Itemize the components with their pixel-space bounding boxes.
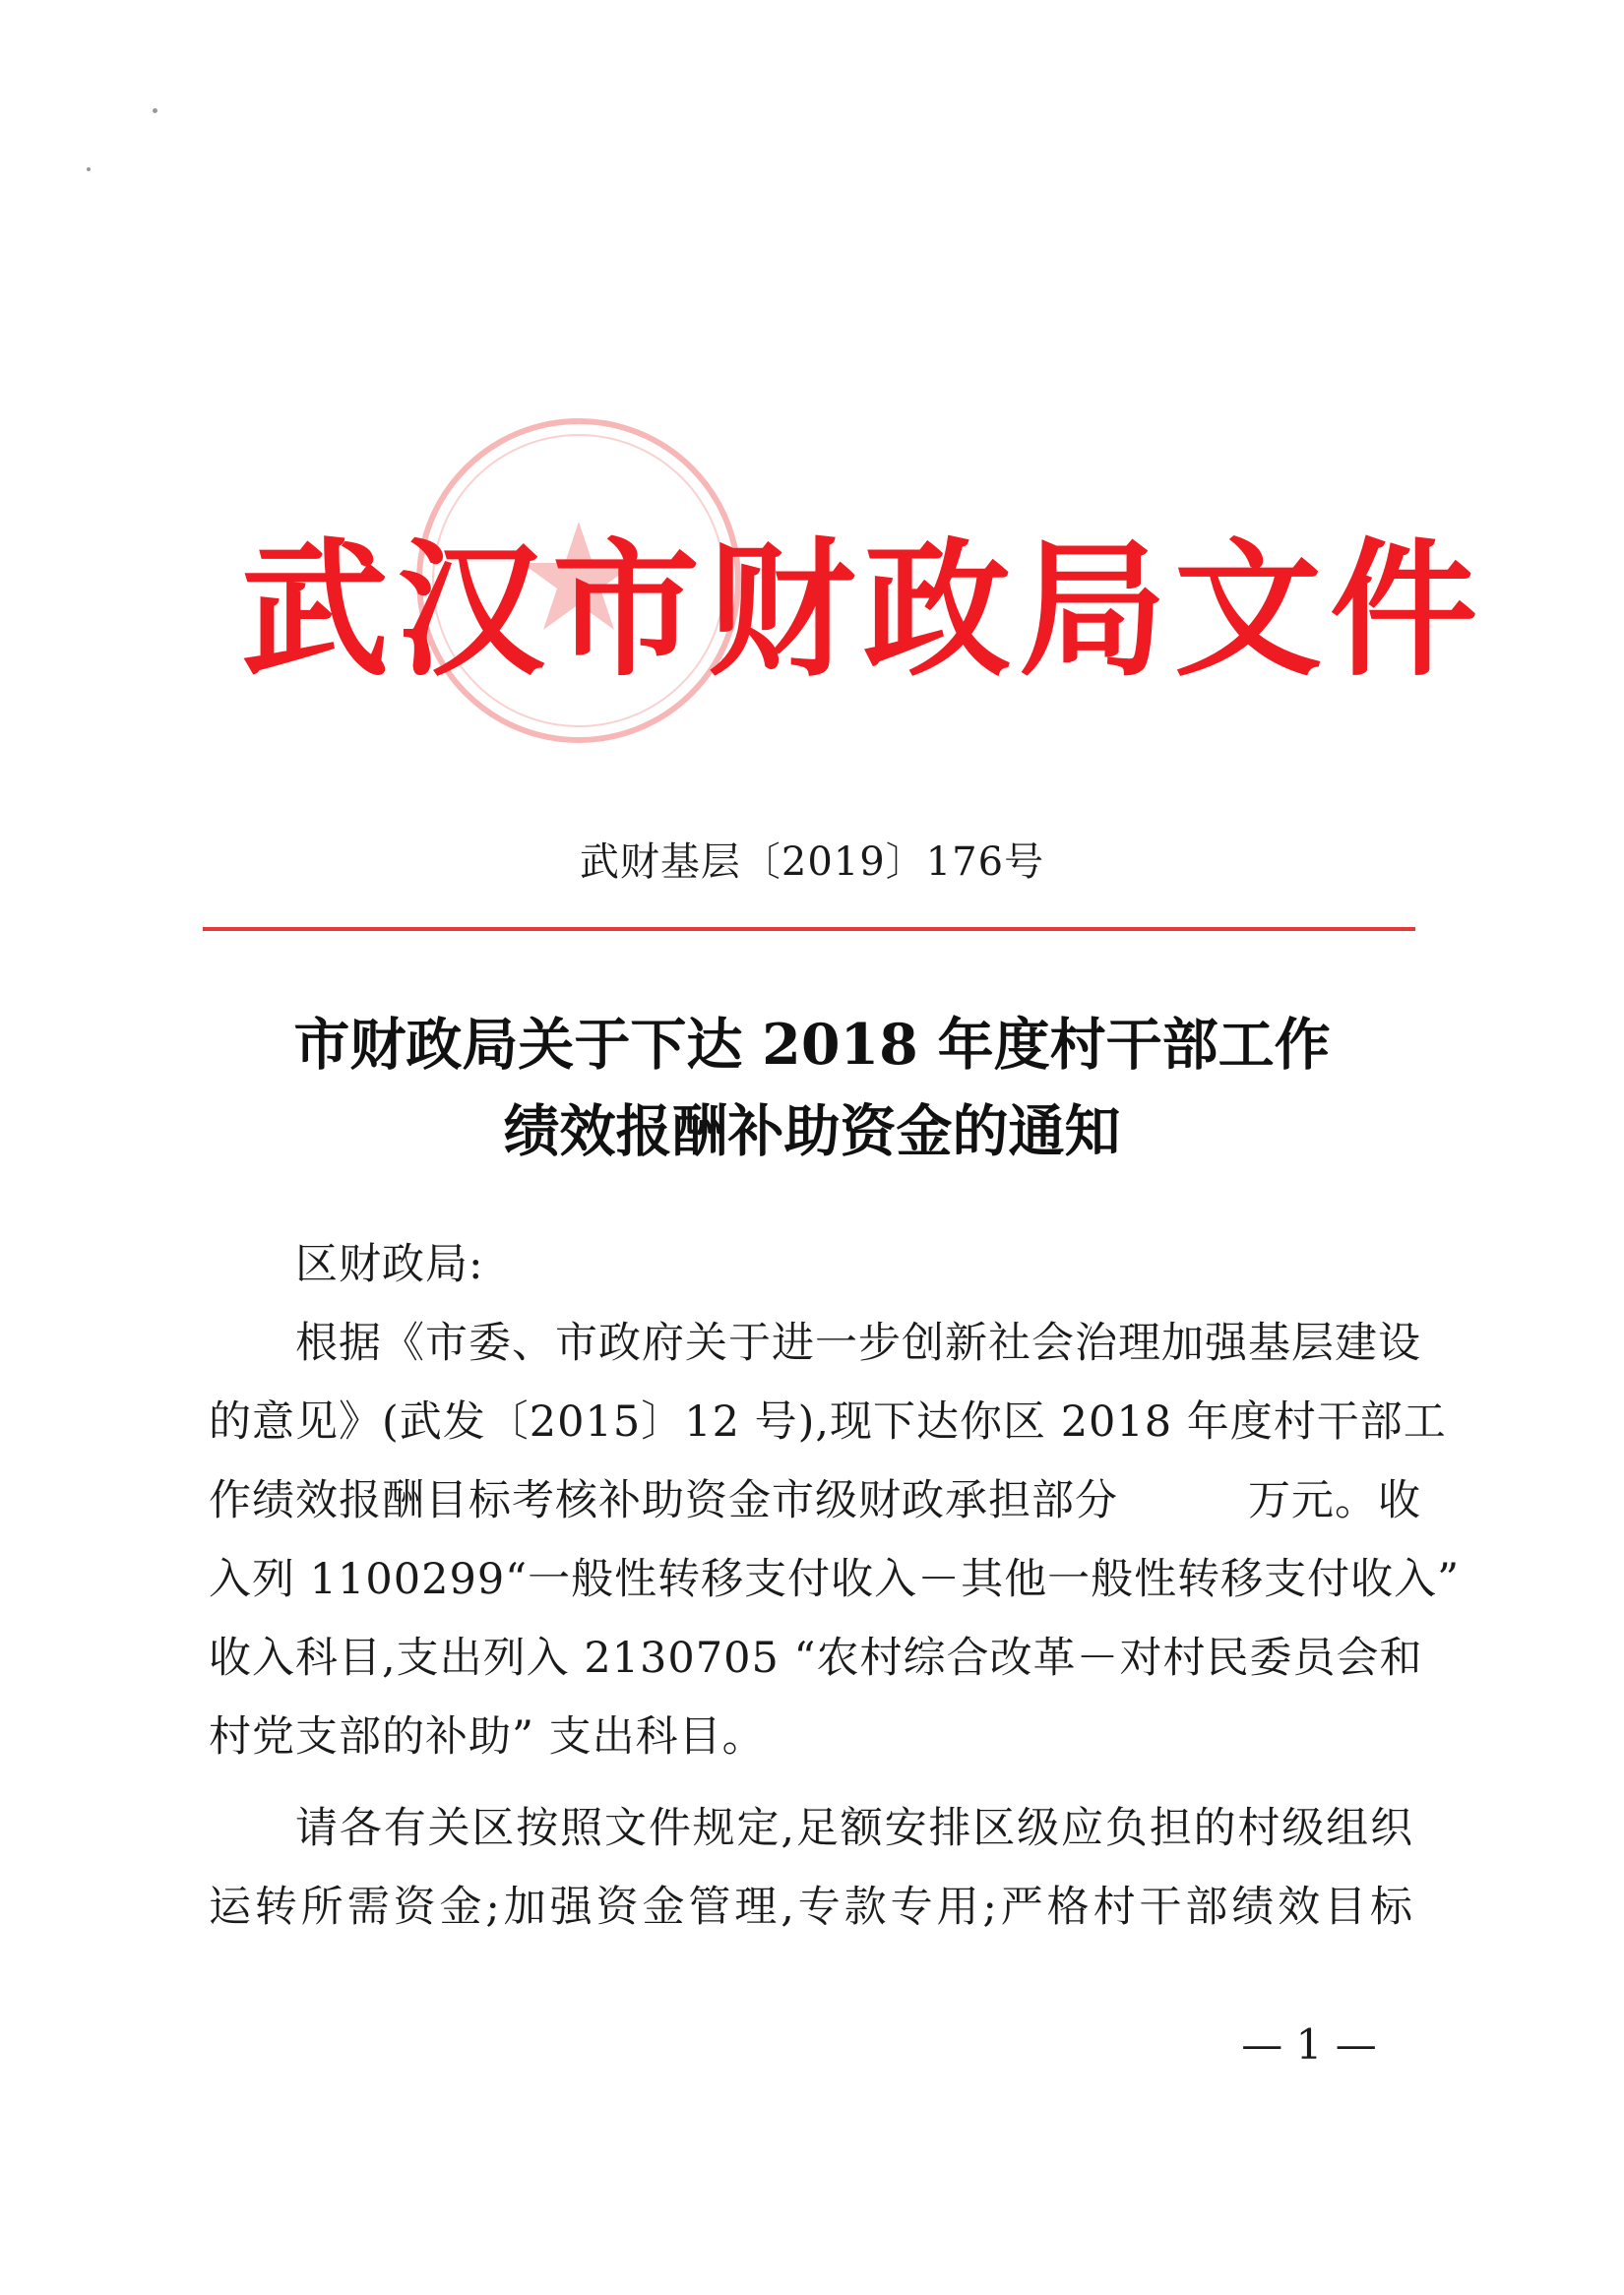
notice-title-line-1: 市财政局关于下达 2018 年度村干部工作 (293, 1012, 1331, 1078)
scan-speck (153, 108, 157, 113)
body-line: 运转所需资金;加强资金管理,专款专用;严格村干部绩效目标 (209, 1883, 1413, 1932)
body-line: 作绩效报酬目标考核补助资金市级财政承担部分 万元。收 (209, 1476, 1421, 1525)
body-line: 村党支部的补助” 支出科目。 (209, 1712, 766, 1762)
document-number: 武财基层〔2019〕176号 (579, 839, 1045, 885)
body-line: 请各有关区按照文件规定,足额安排区级应负担的村级组织 (295, 1804, 1413, 1853)
page-number: — 1 — (1241, 2020, 1377, 2069)
document-header-title: 武汉市财政局文件 (241, 524, 1486, 697)
body-line: 根据《市委、市政府关于进一步创新社会治理加强基层建设 (295, 1319, 1421, 1368)
body-line: 入列 1100299“一般性转移支付收入－其他一般性转移支付收入” (209, 1555, 1461, 1604)
body-line: 收入科目,支出列入 2130705 “农村综合改革－对村民委员会和 (209, 1634, 1423, 1683)
notice-title-line-2: 绩效报酬补助资金的通知 (503, 1098, 1121, 1164)
header-divider (203, 927, 1415, 931)
salutation: 区财政局: (295, 1240, 484, 1289)
scan-speck (87, 167, 91, 171)
body-line: 的意见》(武发〔2015〕12 号),现下达你区 2018 年度村干部工 (209, 1397, 1447, 1447)
